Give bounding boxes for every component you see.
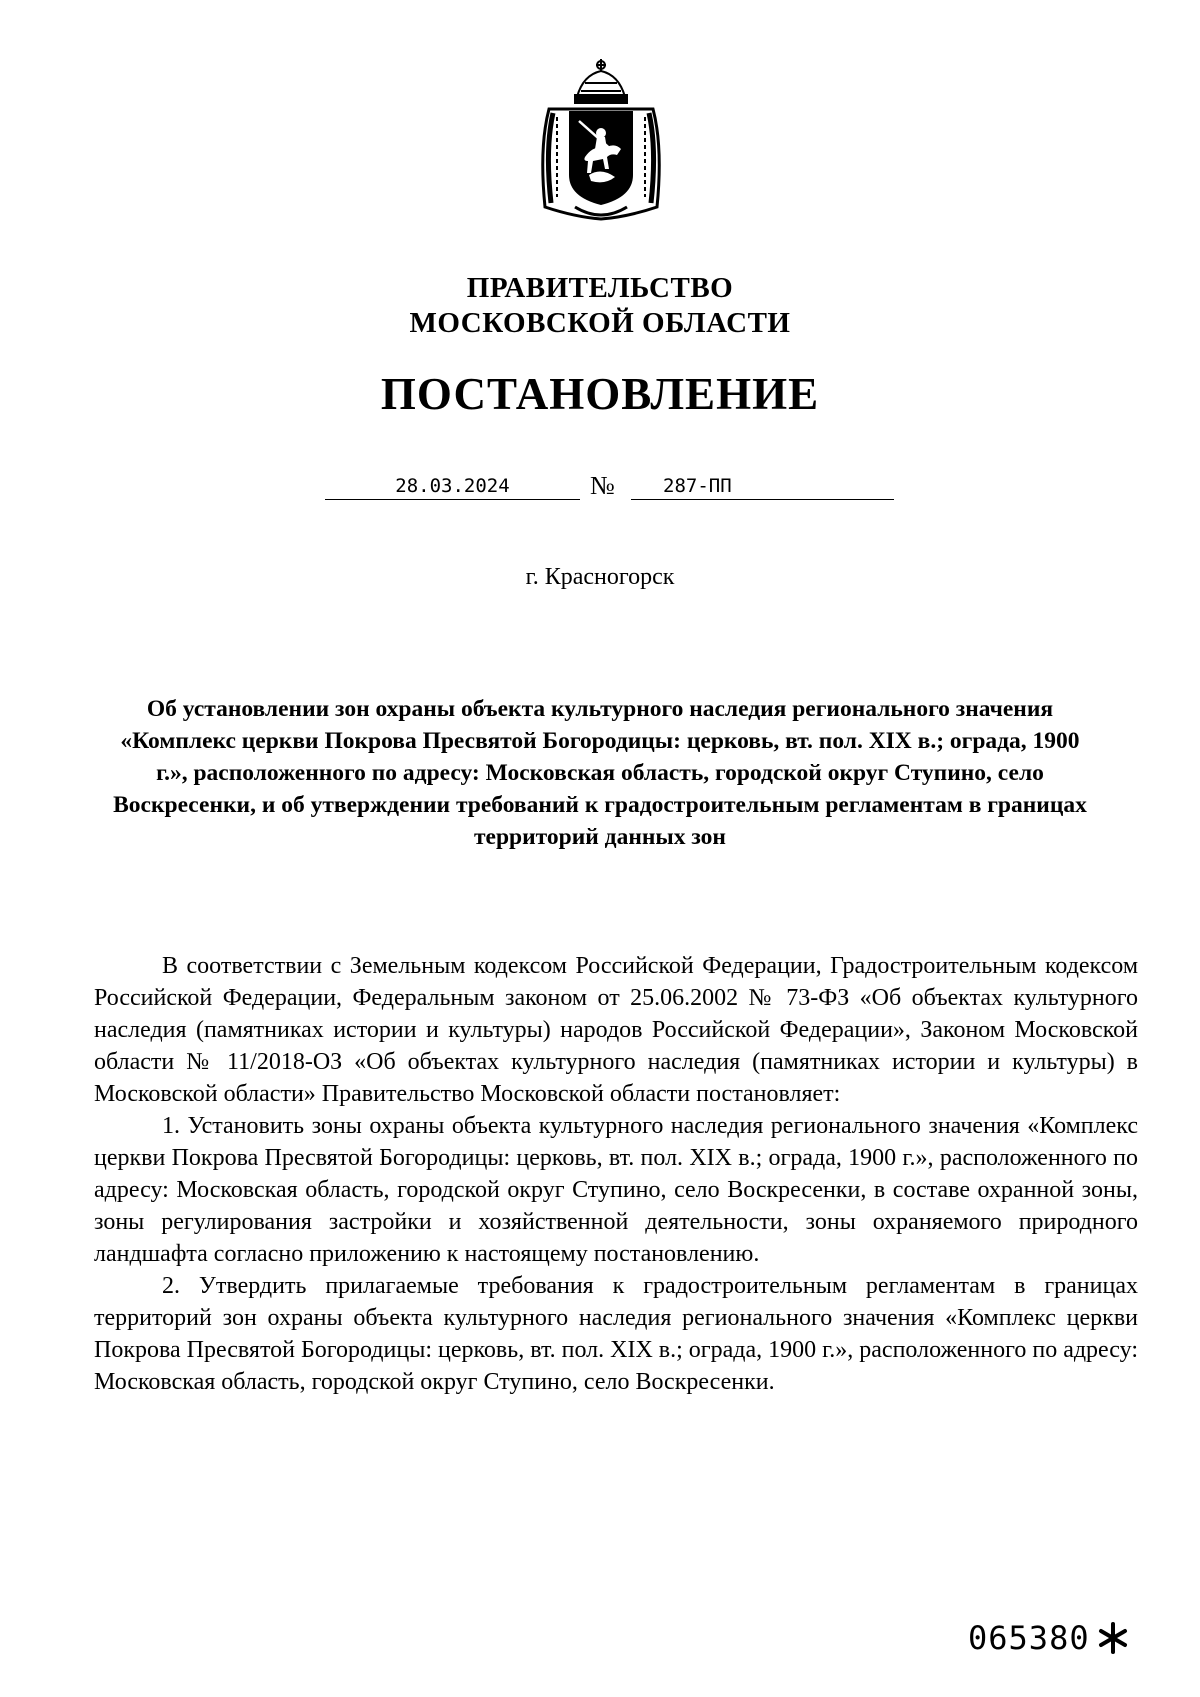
document-date-field: [325, 473, 580, 500]
clause-2-paragraph: 2. Утвердить прилагаемые требования к градостроительным регламентам в границах территорий зон охраны объекта культурного наследия регионального значения «Комплекс церкви Покрова Пресвятой Богородицы: церковь, вт. пол. XIX в.; ограда, 1900 г.», расположенного по адресу: Московская область, городской округ Ступино, село Воскресенки.: [94, 1273, 1138, 1395]
issue-city: г. Красногорск: [525, 564, 675, 590]
preamble-paragraph: В соответствии с Земельным кодексом Российской Федерации, Градостроительным кодексом Российской Федерации, Федеральным законом от 25.06.2002 № 73-ФЗ «Об объектах культурного наследия (памятниках истории и культуры) народов Российской Федерации», Законом Московской области № 11/2018-ОЗ «Об объектах культурного наследия (памятниках истории и культуры) в Московской области» Правительство Московской области постановляет:: [94, 953, 1138, 1107]
document-title: Об установлении зон охраны объекта культурного наследия регионального значения «Комплекс церкви Покрова Пресвятой Богородицы: церковь, вт. пол. XIX в.; ограда, 1900 г.», расположенного по адресу: Московская область, городской округ Ступино, село Воскресенки, и об утверждении требований к градостроительным регламентам в границах территорий данных зон: [113, 696, 1087, 850]
number-sign: №: [590, 471, 615, 500]
serial-number: 065380: [968, 1619, 1090, 1657]
asterisk-icon: [1096, 1621, 1130, 1655]
org-name-line-2: МОСКОВСКОЙ ОБЛАСТИ: [409, 307, 791, 339]
document-body: [94, 950, 1138, 1398]
document-number-field: [631, 473, 894, 500]
document-type-heading: ПОСТАНОВЛЕНИЕ: [380, 369, 820, 419]
coat-of-arms-icon: [535, 57, 667, 223]
document-date: 28.03.2024: [395, 475, 510, 497]
document-number: 287-ПП: [663, 475, 732, 497]
serial-number-block: [968, 1618, 1130, 1658]
clause-1-paragraph: 1. Установить зоны охраны объекта культурного наследия регионального значения «Комплекс церкви Покрова Пресвятой Богородицы: церковь, вт. пол. XIX в.; ограда, 1900 г.», расположенного по адресу: Московская область, городской округ Ступино, село Воскресенки, в составе охранной зоны, зоны регулирования застройки и хозяйственной деятельности, зоны охраняемого природного ландшафта согласно приложению к настоящему постановлению.: [94, 1113, 1138, 1267]
org-name-line-1: ПРАВИТЕЛЬСТВО: [466, 272, 734, 304]
